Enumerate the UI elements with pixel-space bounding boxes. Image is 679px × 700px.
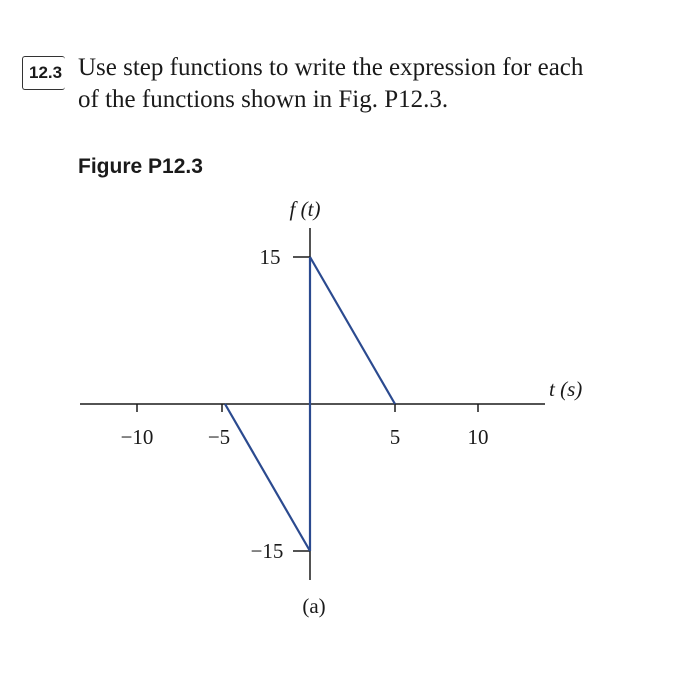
- y-tick-label-neg15: −15: [250, 539, 284, 563]
- x-tick-label-5: 5: [389, 425, 401, 449]
- x-tick-label-neg10: −10: [120, 425, 154, 449]
- problem-text-line-1: Use step functions to write the expression for each: [78, 54, 584, 81]
- subfigure-label: (a): [302, 594, 326, 618]
- figure-label: Figure P12.3: [78, 155, 203, 178]
- x-axis-title: t (s): [549, 377, 583, 401]
- problem-number: 12.3: [22, 56, 65, 90]
- curve-segment-3: [310, 257, 395, 404]
- problem-text-line-2: of the functions shown in Fig. P12.3.: [78, 86, 449, 113]
- y-axis-title: f (t): [289, 197, 321, 221]
- curve-segment-1: [225, 404, 310, 551]
- x-tick-label-neg5: −5: [207, 425, 231, 449]
- y-tick-label-15: 15: [259, 245, 281, 269]
- x-tick-label-10: 10: [467, 425, 489, 449]
